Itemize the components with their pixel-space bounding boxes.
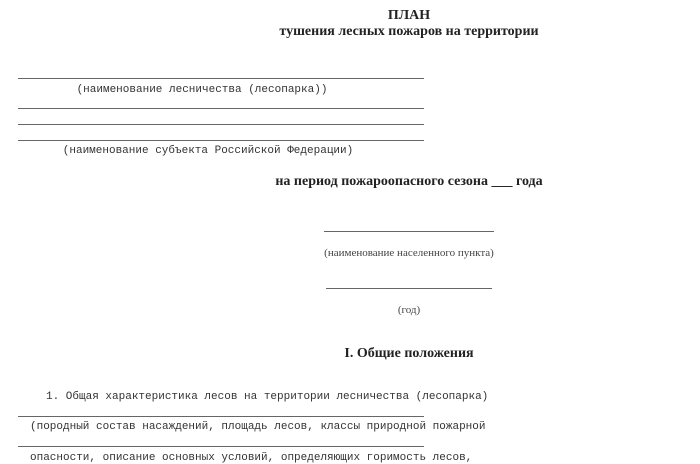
subject-fill-line-1: [18, 108, 424, 109]
plan-subtitle: тушения лесных пожаров на территории: [279, 24, 539, 39]
item-1-fill-line-2: [18, 446, 424, 447]
section-heading: I. Общие положения: [344, 346, 474, 361]
item-1-caption-line-1: (породный состав насаждений, площадь лесов, классы природной пожарной: [30, 421, 486, 433]
subject-fill-line-3: [18, 140, 424, 141]
subject-fill-line-2: [18, 124, 424, 125]
item-1-fill-line-1: [18, 416, 424, 417]
settlement-fill-line: [324, 231, 494, 232]
year-fill-line: [326, 288, 492, 289]
item-1-text: 1. Общая характеристика лесов на территории лесничества (лесопарка): [46, 391, 489, 403]
year-caption: (год): [397, 304, 421, 316]
forestry-caption: (наименование лесничества (лесопарка)): [76, 84, 328, 96]
item-1-caption-line-2: опасности, описание основных условий, определяющих горимость лесов,: [30, 452, 473, 464]
settlement-caption: (наименование населенного пункта): [324, 247, 494, 259]
season-heading: на период пожароопасного сезона ___ года: [275, 174, 543, 189]
forestry-fill-line: [18, 78, 424, 79]
subject-caption: (наименование субъекта Российской Федерации): [62, 145, 354, 157]
plan-title: ПЛАН: [387, 8, 431, 23]
